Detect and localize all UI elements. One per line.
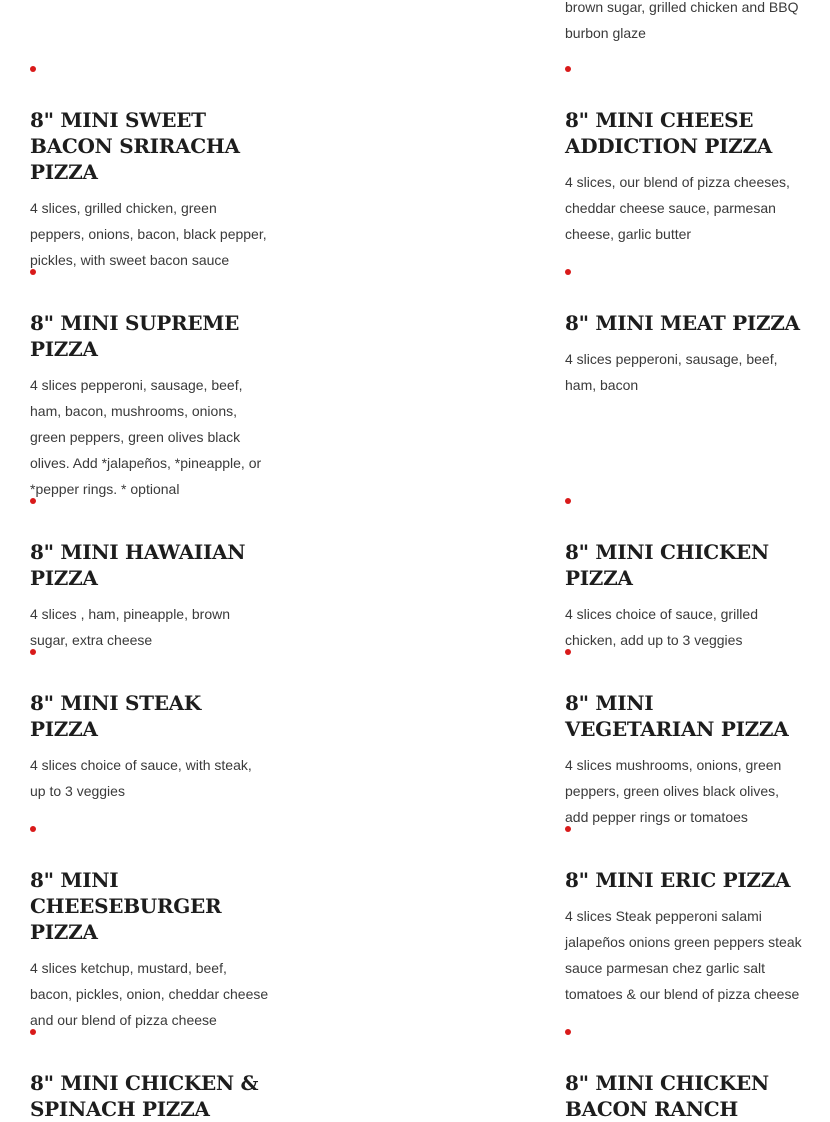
menu-item[interactable] — [565, 690, 805, 830]
item-title: 8" MINI CHICKEN & SPINACH PIZZA — [30, 1071, 259, 1121]
separator-dot — [30, 498, 36, 504]
item-title: 8" MINI SUPREME PIZZA — [30, 311, 240, 361]
item-description: brown sugar, grilled chicken and BBQ burbon glaze — [565, 0, 799, 41]
item-description: 4 slices pepperoni, sausage, beef, ham, bacon, mushrooms, onions, green peppers, green olives black olives. Add *jalapeños, *pineapple, or *pepper rings. * optional — [30, 377, 262, 497]
menu-item[interactable] — [30, 690, 270, 804]
menu-item-partial — [565, 0, 805, 46]
separator-dot — [30, 269, 36, 275]
menu-item[interactable] — [30, 107, 270, 273]
item-description: 4 slices, our blend of pizza cheeses, cheddar cheese sauce, parmesan cheese, garlic butter — [565, 174, 790, 242]
separator-dot — [30, 826, 36, 832]
item-title: 8" MINI MEAT PIZZA — [565, 311, 800, 335]
item-description: 4 slices Steak pepperoni salami jalapeños onions green peppers steak sauce parmesan chez garlic salt tomatoes & our blend of pizza cheese — [565, 908, 802, 1002]
item-description: 4 slices choice of sauce, with steak, up to 3 veggies — [30, 757, 252, 799]
item-title: 8" MINI VEGETARIAN PIZZA — [565, 691, 789, 741]
item-title: 8" MINI CHEESE ADDICTION PIZZA — [565, 108, 772, 158]
separator-dot — [30, 649, 36, 655]
item-title: 8" MINI CHICKEN PIZZA — [565, 540, 769, 590]
item-description: 4 slices pepperoni, sausage, beef, ham, bacon — [565, 351, 778, 393]
menu-item[interactable] — [30, 867, 270, 1033]
item-title: 8" MINI CHICKEN BACON RANCH — [565, 1071, 769, 1121]
menu-item[interactable] — [565, 539, 805, 653]
item-description: 4 slices, grilled chicken, green peppers, onions, bacon, black pepper, pickles, with sweet bacon sauce — [30, 200, 267, 268]
separator-dot — [565, 649, 571, 655]
item-description: 4 slices , ham, pineapple, brown sugar, extra cheese — [30, 606, 230, 648]
item-title: 8" MINI CHEESEBURGER PIZZA — [30, 868, 222, 944]
item-description: 4 slices ketchup, mustard, beef, bacon, pickles, onion, cheddar cheese and our blend of pizza cheese — [30, 960, 269, 1028]
separator-dot — [30, 66, 36, 72]
item-title: 8" MINI STEAK PIZZA — [30, 691, 201, 741]
separator-dot — [565, 1029, 571, 1035]
item-title: 8" MINI SWEET BACON SRIRACHA PIZZA — [30, 108, 240, 184]
separator-dot — [565, 269, 571, 275]
item-description: 4 slices mushrooms, onions, green peppers, green olives black olives, add pepper rings or tomatoes — [565, 757, 782, 825]
separator-dot — [30, 1029, 36, 1035]
menu-item[interactable] — [30, 1070, 270, 1122]
menu-item[interactable] — [565, 1070, 805, 1122]
item-title: 8" MINI HAWAIIAN PIZZA — [30, 540, 246, 590]
separator-dot — [565, 826, 571, 832]
menu-item[interactable] — [30, 310, 270, 502]
item-description: 4 slices choice of sauce, grilled chicken, add up to 3 veggies — [565, 606, 758, 648]
separator-dot — [565, 498, 571, 504]
item-title: 8" MINI ERIC PIZZA — [565, 868, 791, 892]
menu-item[interactable] — [565, 310, 805, 398]
separator-dot — [565, 66, 571, 72]
menu-item[interactable] — [565, 867, 805, 1007]
menu-item[interactable] — [30, 539, 270, 653]
menu-item[interactable] — [565, 107, 805, 247]
